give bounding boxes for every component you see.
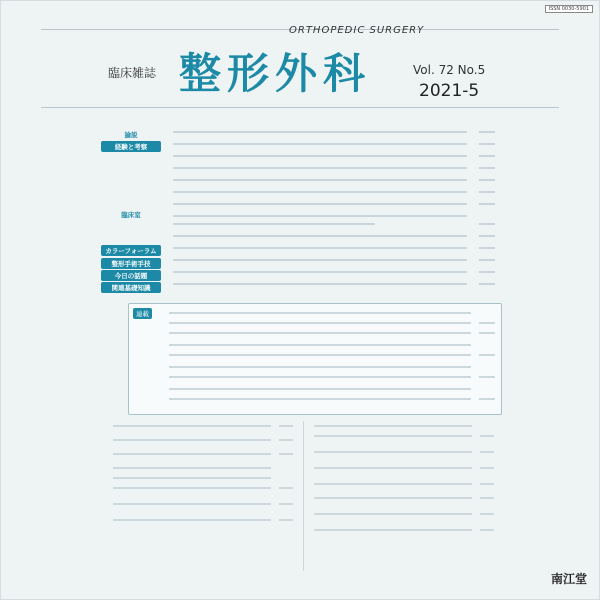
toc-page-line [479,235,495,237]
toc-entry-line [314,467,472,469]
toc-page-line [479,203,495,205]
toc-entry-line [314,425,472,427]
section-label: 論説 [124,131,138,139]
toc-entry-line [173,203,467,205]
toc-page-line [479,247,495,249]
section-label: カラーフォーラム [101,245,161,256]
toc-page-line [279,425,293,427]
publisher-name: 南江堂 [550,572,587,586]
toc-page-line [279,487,293,489]
feature-page-line [479,354,495,356]
toc-page-line [279,439,293,441]
toc-page-line [279,453,293,455]
toc-page-line [479,179,495,181]
toc-page-line [479,155,495,157]
toc-page-line [480,529,494,531]
section-label: 臨床室 [121,211,141,219]
series-label: 臨床雑誌 [108,66,157,80]
toc-entry-line [113,503,271,505]
masthead-rule [41,107,559,108]
toc-entry-line [173,155,467,157]
header-strip [9,7,591,21]
toc-entry-line [113,453,271,455]
column-divider [303,421,304,571]
feature-entry-line [169,366,471,368]
toc-entry-line [314,451,472,453]
toc-page-line [479,131,495,133]
toc-page-line [480,497,494,499]
toc-page-line [479,143,495,145]
feature-entry-line [169,376,471,378]
toc-page-line [479,223,495,225]
toc-page-line [279,503,293,505]
toc-entry-line [173,143,467,145]
feature-box [128,303,502,415]
toc-entry-line [173,223,375,225]
toc-entry-line [173,235,467,237]
toc-entry-line [314,483,472,485]
toc-page-line [479,283,495,285]
toc-page-line [480,451,494,453]
section-label: 経験と考察 [101,141,161,152]
feature-entry-line [169,354,471,356]
toc-entry-line [173,271,467,273]
toc-entry-line [314,435,472,437]
feature-label: 連載 [133,308,152,319]
toc-page-line [480,435,494,437]
toc-page-line [480,467,494,469]
issn-box [545,5,593,13]
journal-title-english: ORTHOPEDIC SURGERY [289,25,425,36]
toc-entry-line [173,191,467,193]
feature-entry-line [169,344,471,346]
toc-page-line [479,191,495,193]
toc-entry-line [173,259,467,261]
feature-entry-line [169,322,471,324]
section-label: 関連基礎知識 [101,282,161,293]
toc-entry-line [173,131,467,133]
issue-date: 2021-5 [419,81,480,101]
toc-entry-line [173,247,467,249]
feature-page-line [479,398,495,400]
feature-entry-line [169,332,471,334]
toc-page-line [479,271,495,273]
section-label: 今日の話題 [101,270,161,281]
toc-page-line [480,513,494,515]
toc-entry-line [173,179,467,181]
toc-page-line [479,259,495,261]
feature-entry-line [169,388,471,390]
toc-entry-line [113,477,271,479]
volume-number: Vol. 72 No.5 [413,63,486,77]
toc-entry-line [113,519,271,521]
toc-page-line [279,519,293,521]
toc-entry-line [173,215,467,217]
feature-page-line [479,376,495,378]
toc-entry-line [173,167,467,169]
feature-page-line [479,332,495,334]
feature-entry-line [169,398,471,400]
journal-title: 整形外科 [179,49,372,98]
toc-entry-line [113,439,271,441]
issn-number: ISSN 0030-5901 [545,5,593,13]
toc-entry-line [314,497,472,499]
section-label: 整形手術手技 [101,258,161,269]
toc-page-line [480,483,494,485]
feature-entry-line [169,312,471,314]
toc-entry-line [314,513,472,515]
toc-page-line [479,167,495,169]
feature-page-line [479,322,495,324]
toc-entry-line [113,487,271,489]
toc-entry-line [173,283,467,285]
toc-entry-line [113,467,271,469]
toc-entry-line [113,425,271,427]
toc-entry-line [314,529,472,531]
